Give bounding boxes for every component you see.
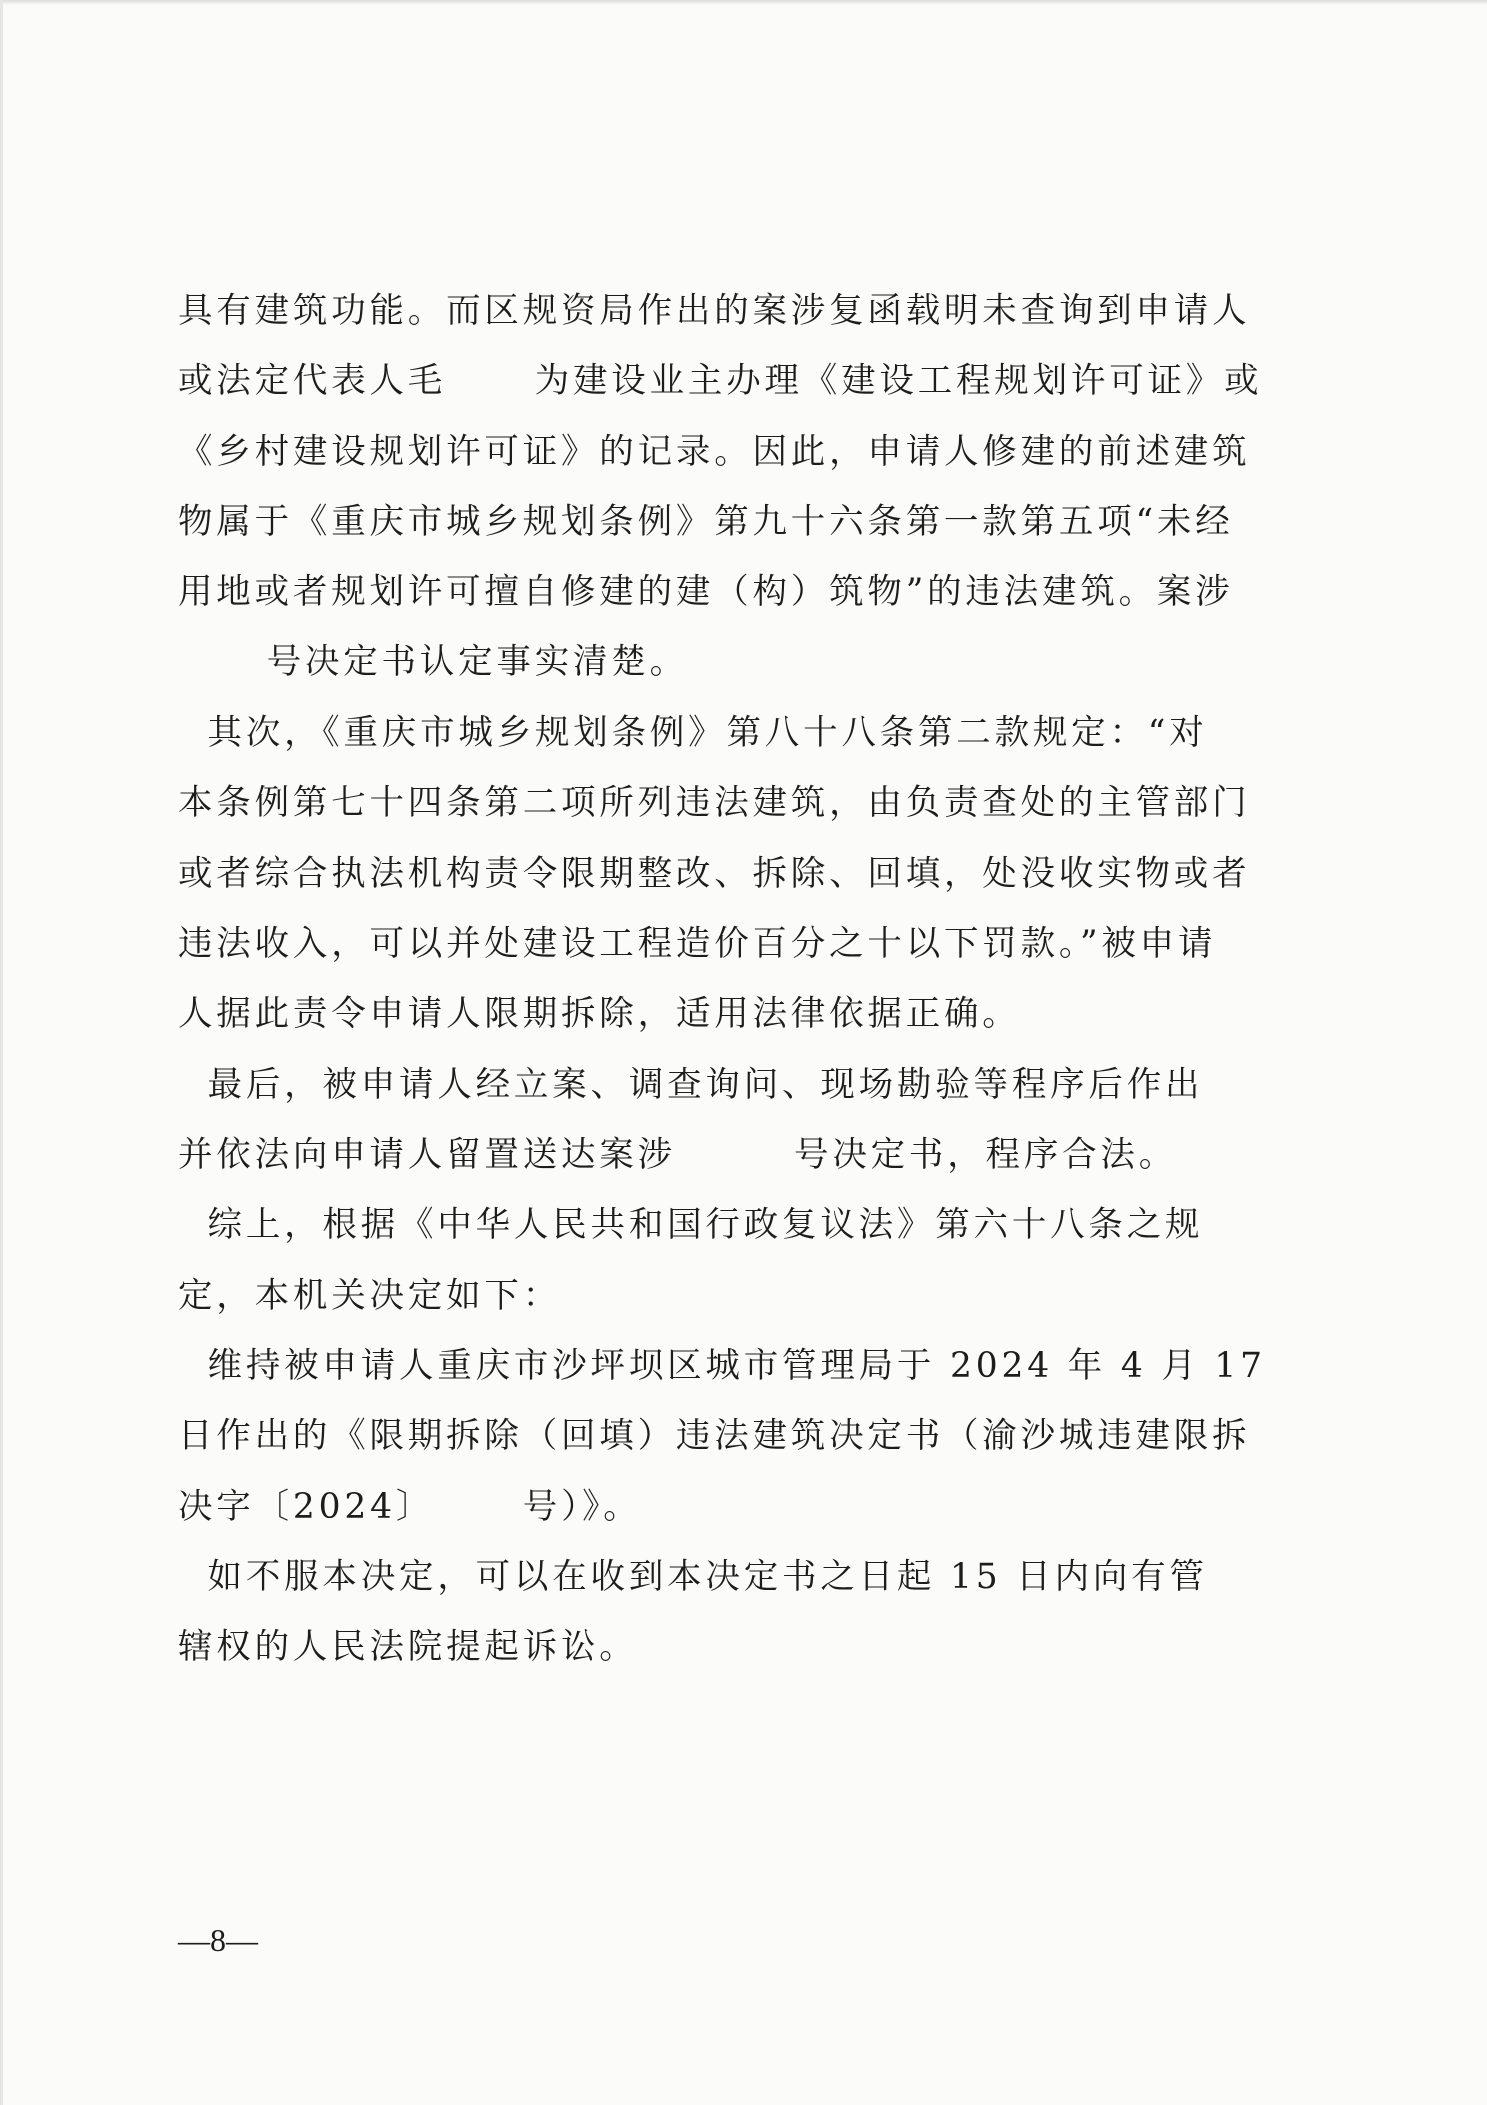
text-line: 综上，根据《中华人民共和国行政复议法》第六十八条之规: [178, 1205, 1204, 1245]
text-line: 号决定书认定事实清楚。: [178, 642, 688, 682]
text-line: 用地或者规划许可擅自修建的建（构）筑物”的违法建筑。案涉: [178, 572, 1234, 612]
text-line: 并依法向申请人留置送达案涉 号决定书，程序合法。: [178, 1135, 1178, 1175]
text-line: 最后，被申请人经立案、调查询问、现场勘验等程序后作出: [178, 1065, 1204, 1105]
text-line: 如不服本决定，可以在收到本决定书之日起 15 日内向有管: [178, 1557, 1208, 1597]
text-line: 违法收入，可以并处建设工程造价百分之十以下罚款。”被申请: [178, 924, 1217, 964]
page-left-shadow: [0, 0, 3, 2105]
text-line: 或法定代表人毛 为建设业主办理《建设工程规划许可证》或: [178, 361, 1263, 401]
text-line: 或者综合执法机构责令限期整改、拆除、回填，处没收实物或者: [178, 854, 1251, 894]
text-line: 决字〔2024〕 号）》。: [178, 1487, 642, 1527]
page-number: —8—: [178, 1922, 258, 1958]
text-line: 物属于《重庆市城乡规划条例》第九十六条第一款第五项“未经: [178, 502, 1234, 542]
text-line: 日作出的《限期拆除（回填）违法建筑决定书（渝沙城违建限拆: [178, 1416, 1251, 1456]
page-top-edge: [0, 0, 1487, 5]
text-line: 其次，《重庆市城乡规划条例》第八十八条第二款规定：“对: [178, 713, 1208, 753]
text-line: 维持被申请人重庆市沙坪坝区城市管理局于 2024 年 4 月 17: [178, 1346, 1266, 1386]
text-line: 定，本机关决定如下：: [178, 1276, 561, 1316]
text-line: 人据此责令申请人限期拆除，适用法律依据正确。: [178, 994, 1021, 1034]
text-line: 《乡村建设规划许可证》的记录。因此，申请人修建的前述建筑: [178, 432, 1251, 472]
text-line: 辖权的人民法院提起诉讼。: [178, 1627, 638, 1667]
text-line: 具有建筑功能。而区规资局作出的案涉复函载明未查询到申请人: [178, 291, 1251, 331]
text-line: 本条例第七十四条第二项所列违法建筑，由负责查处的主管部门: [178, 783, 1251, 823]
